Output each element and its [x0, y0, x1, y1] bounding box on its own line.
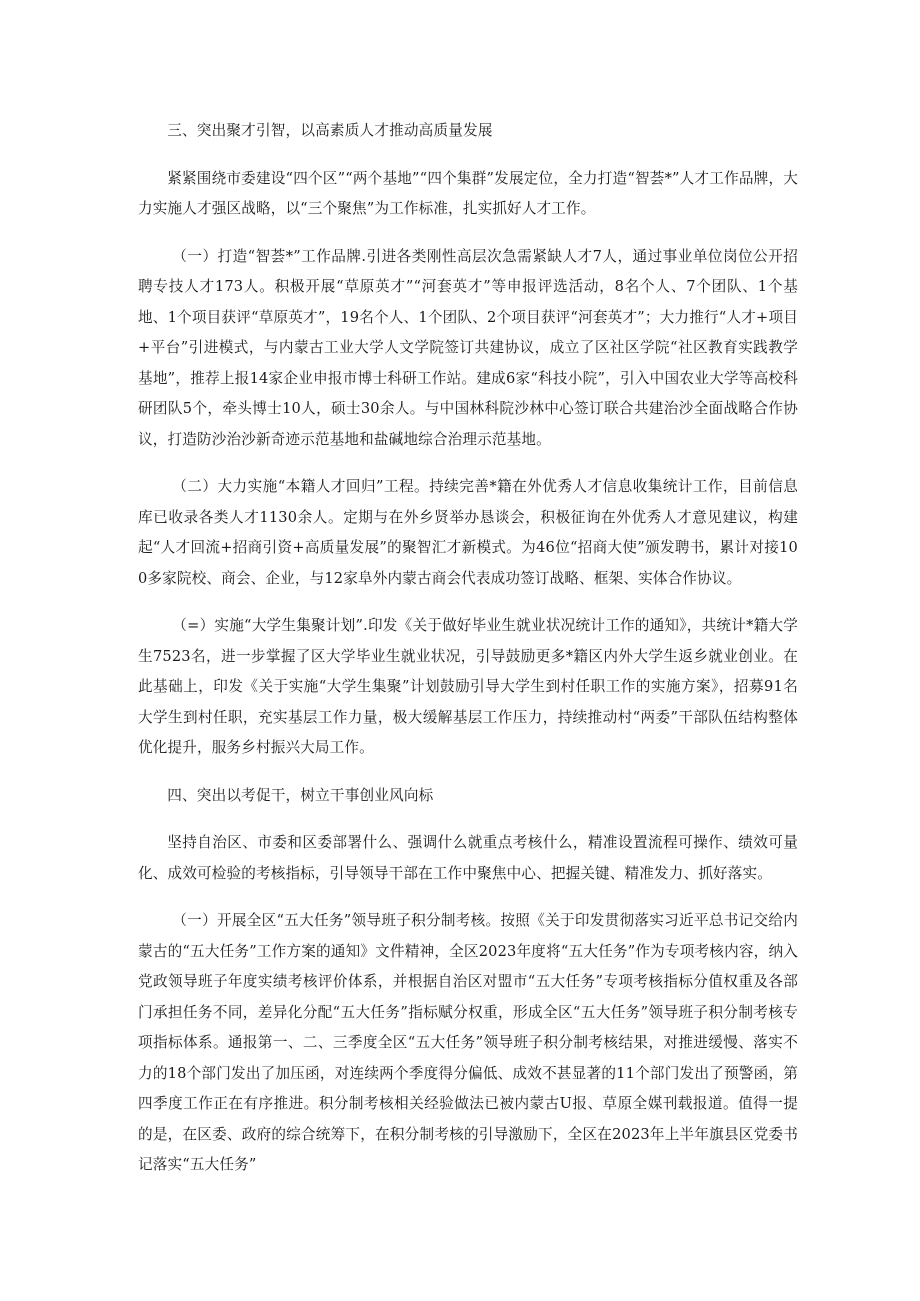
five-tasks-assessment-paragraph: （一）开展全区“五大任务”领导班子积分制考核。按照《关于印发贯彻落实习近平总书记交给内蒙古的“五大任务”工作方案的通知》文件精神，全区2023年度将“五大任务”作为专项考核内容，纳入党政领导班子年度实绩考核评价体系，并根据自治区对盟市“五大任务”专项考核指标分值权重及各部门承担任务不同，差异化分配“五大任务”指标赋分权重，形成全区“五大任务”领导班子积分制考核专项指标体系。通报第一、二、三季度全区“五大任务”领导班子积分制考核结果，对推进缓慢、落实不力的18个部门发出了加压函，对连续两个季度得分偏低、成效不甚显著的11个部门发出了预警函，第四季度工作正在有序推进。积分制考核相关经验做法已被内蒙古U报、草原全媒刊载报道。值得一提的是，在区委、政府的综合统筹下，在积分制考核的引导激励下，全区在2023年上半年旗县区党委书记落实“五大任务”: [138, 912, 798, 1173]
section-three-intro: 紧紧围绕市委建设“四个区”“两个基地”“四个集群”发展定位，全力打造“智荟*”人才工作品牌，大力实施人才强区战略，以“三个聚焦”为工作标准，扎实抓好人才工作。: [138, 169, 798, 217]
section-heading-three: 三、突出聚才引智，以高素质人才推动高质量发展: [167, 122, 493, 139]
section-heading-four: 四、突出以考促干，树立干事创业风向标: [167, 786, 434, 804]
document-body: [138, 116, 798, 1198]
section-four-intro: 坚持自治区、市委和区委部署什么、强调什么就重点考核什么，精准设置流程可操作、绩效可量化、成效可检验的考核指标，引导领导干部在工作中聚焦中心、把握关键、精准发力、抓好落实。: [138, 834, 798, 882]
talent-return-paragraph: （二）大力实施“本籍人才回归”工程。持续完善*籍在外优秀人才信息收集统计工作，目前信息库已收录各类人才1130余人。定期与在外乡贤举办恳谈会，积极征询在外优秀人才意见建议，构建起“人才回流+招商引资+高质量发展”的聚智汇才新模式。为46位“招商大使”颁发聘书，累计对接100多家院校、商会、企业，与12家阜外内蒙古商会代表成功签订战略、框架、实体合作协议。: [138, 478, 798, 587]
graduate-gathering-paragraph: （=）实施“大学生集聚计划”.印发《关于做好毕业生就业状况统计工作的通知》，共统计*籍大学生7523名，进一步掌握了区大学毕业生就业状况，引导鼓励更多*籍区内外大学生返乡就业创业。在此基础上，印发《关于实施“大学生集聚”计划鼓励引导大学生到村任职工作的实施方案》，招募91名大学生到村任职，充实基层工作力量，极大缓解基层工作压力，持续推动村“两委”干部队伍结构整体优化提升，服务乡村振兴大局工作。: [138, 617, 798, 756]
talent-brand-paragraph: （一）打造“智荟*”工作品牌.引进各类刚性高层次急需紧缺人才7人，通过事业单位岗位公开招聘专技人才173人。积极开展“草原英才”“河套英才”等申报评选活动，8名个人、7个团队、1个基地、1个项目获评“草原英才”，19名个人、1个团队、2个项目获评“河套英才”；大力推行“人才+项目+平台”引进模式，与内蒙古工业大学人文学院签订共建协议，成立了区社区学院“社区教育实践教学基地”，推荐上报14家企业申报市博士科研工作站。建成6家“科技小院”，引入中国农业大学等高校科研团队5个，牵头博士10人，硕士30余人。与中国林科院沙林中心签订联合共建治沙全面战略合作协议，打造防沙治沙新奇迹示范基地和盐碱地综合治理示范基地。: [138, 247, 798, 448]
